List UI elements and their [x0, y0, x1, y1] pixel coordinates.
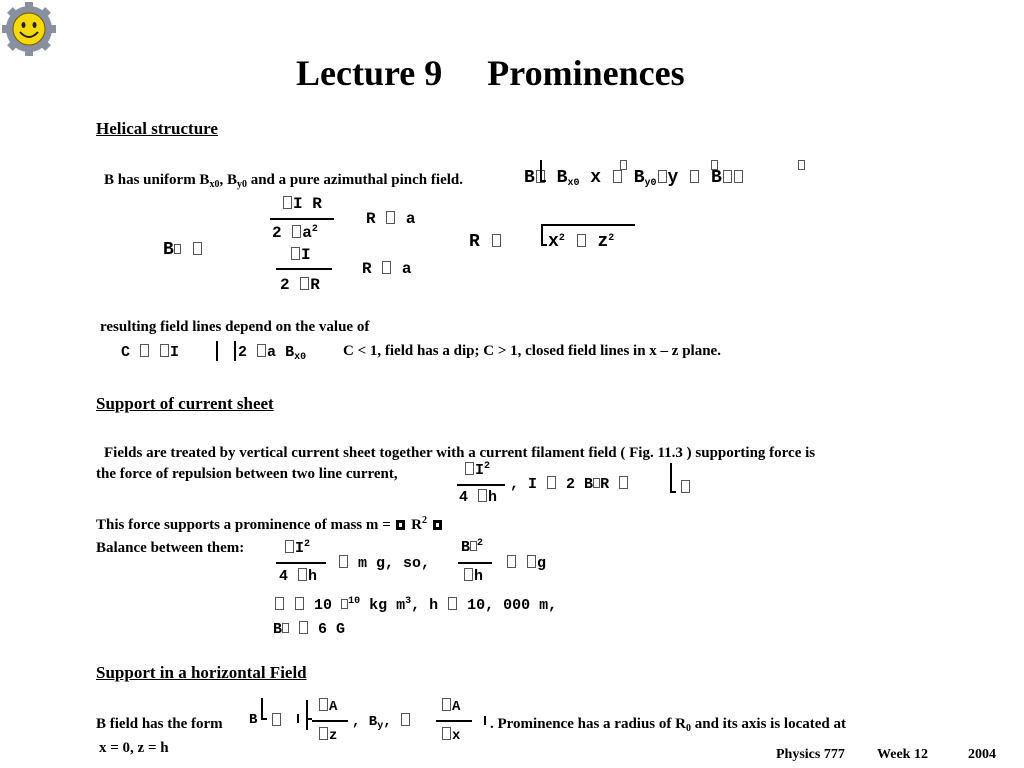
- horizontal-form-text: B field has the form: [96, 716, 223, 732]
- balance2-rhs: g: [506, 555, 546, 572]
- frac1-condition: R a: [366, 210, 416, 228]
- horizontal-close-paren: [484, 716, 486, 725]
- b-field-equation: B $B_{x0}$ x $B_{y0}$ y B: [524, 168, 744, 189]
- sheet-text-line2: the force of repulsion between two line current,: [96, 466, 398, 482]
- eq-bracket-mark: [540, 160, 542, 182]
- frac-b-bar: [436, 720, 472, 722]
- c-denominator: 2 a $B_{x0}$: [238, 344, 307, 363]
- footer-year: 2004: [968, 747, 996, 762]
- frac2-bar: [276, 268, 332, 270]
- frac-a-bar: [312, 720, 348, 722]
- r-radicand: $x^2$ $z^2$: [548, 232, 615, 252]
- b-phi-lhs: B: [163, 240, 203, 260]
- horizontal-form-post: . Prominence has a radius of $R_0$ and its axis is located at: [490, 716, 846, 734]
- frac-a-denominator: z: [318, 727, 337, 744]
- current-bracket: [670, 463, 672, 493]
- footer-course: Physics 777: [776, 747, 845, 762]
- current-definition: , I 2 B R: [510, 476, 629, 493]
- balance-denominator: 4 h: [279, 568, 318, 585]
- frac-b-numerator: A: [441, 698, 460, 715]
- field-lines-text: resulting field lines depend on the value of: [100, 319, 370, 335]
- balance-bar: [276, 562, 326, 564]
- section-heading-horizontal-field: Support in a horizontal Field: [96, 663, 307, 682]
- eq-hat-mark: [711, 160, 718, 173]
- smiley-logo-icon: [2, 2, 56, 56]
- b-value: B 6 G: [273, 621, 346, 638]
- c-note: C < 1, field has a dip; C > 1, closed field lines in x – z plane.: [343, 343, 721, 359]
- horizontal-bracket: [261, 718, 267, 720]
- horizontal-bracket: [261, 698, 263, 720]
- c-divider: [216, 341, 218, 361]
- frac2-numerator: I: [290, 246, 311, 264]
- force-bar: [457, 484, 505, 486]
- horizontal-glyph: [271, 712, 282, 730]
- density-values: 10 $^{10}$ kg $m^3$, h 10, 000 m,: [274, 596, 557, 614]
- sqrt-sign: [541, 244, 547, 246]
- balance-text: Balance between them:: [96, 540, 245, 556]
- mass-text: This force supports a prominence of mass $m = R^2$: [96, 515, 444, 534]
- horizontal-B: B: [249, 712, 258, 728]
- horizontal-paren: [306, 700, 308, 730]
- force-numerator: $I^2$: [464, 461, 490, 479]
- horizontal-paren: [297, 714, 299, 723]
- balance2-bar: [458, 562, 492, 564]
- eq-hat-mark: [620, 160, 627, 173]
- frac1-numerator: I R: [282, 195, 322, 213]
- page-title: Lecture 9 Prominences: [296, 53, 685, 93]
- frac-a-numerator: A: [318, 698, 337, 715]
- horizontal-By: , $B_y$,: [352, 713, 411, 732]
- frac-b-denominator: x: [441, 727, 460, 744]
- sqrt-bar: [541, 224, 635, 226]
- helical-intro-text: B has uniform $B_{x0}$, $B_{y0}$ and a pure azimuthal pinch field.: [104, 172, 463, 190]
- frac2-denominator: 2 R: [280, 276, 320, 294]
- c-definition: C I: [121, 344, 180, 361]
- sqrt-sign: [541, 224, 543, 246]
- balance2-denominator: h: [463, 568, 483, 585]
- eq-bracket-mark: [540, 180, 546, 182]
- current-bracket-glyph: [680, 479, 691, 497]
- balance2-numerator: B $^2$: [461, 538, 484, 556]
- section-heading-helical: Helical structure: [96, 119, 218, 138]
- c-divider: [234, 341, 236, 361]
- force-denominator: 4 h: [459, 489, 498, 506]
- r-definition: R: [469, 232, 502, 252]
- horizontal-location: x = 0, z = h: [99, 740, 169, 756]
- frac1-bar: [270, 218, 334, 220]
- balance-numerator: $I^2$: [284, 539, 310, 557]
- sheet-text-line1: Fields are treated by vertical current sheet together with a current filament field ( Fig. 11.3 ) supporting force is: [104, 445, 816, 461]
- frac2-condition: R a: [362, 260, 412, 278]
- current-bracket: [670, 491, 676, 493]
- balance-middle: m g, so,: [338, 555, 430, 572]
- footer-week: Week 12: [877, 747, 928, 762]
- eq-hat-mark: [798, 160, 805, 173]
- section-heading-current-sheet: Support of current sheet: [96, 394, 274, 413]
- frac1-denominator: 2 $a^2$: [272, 224, 318, 242]
